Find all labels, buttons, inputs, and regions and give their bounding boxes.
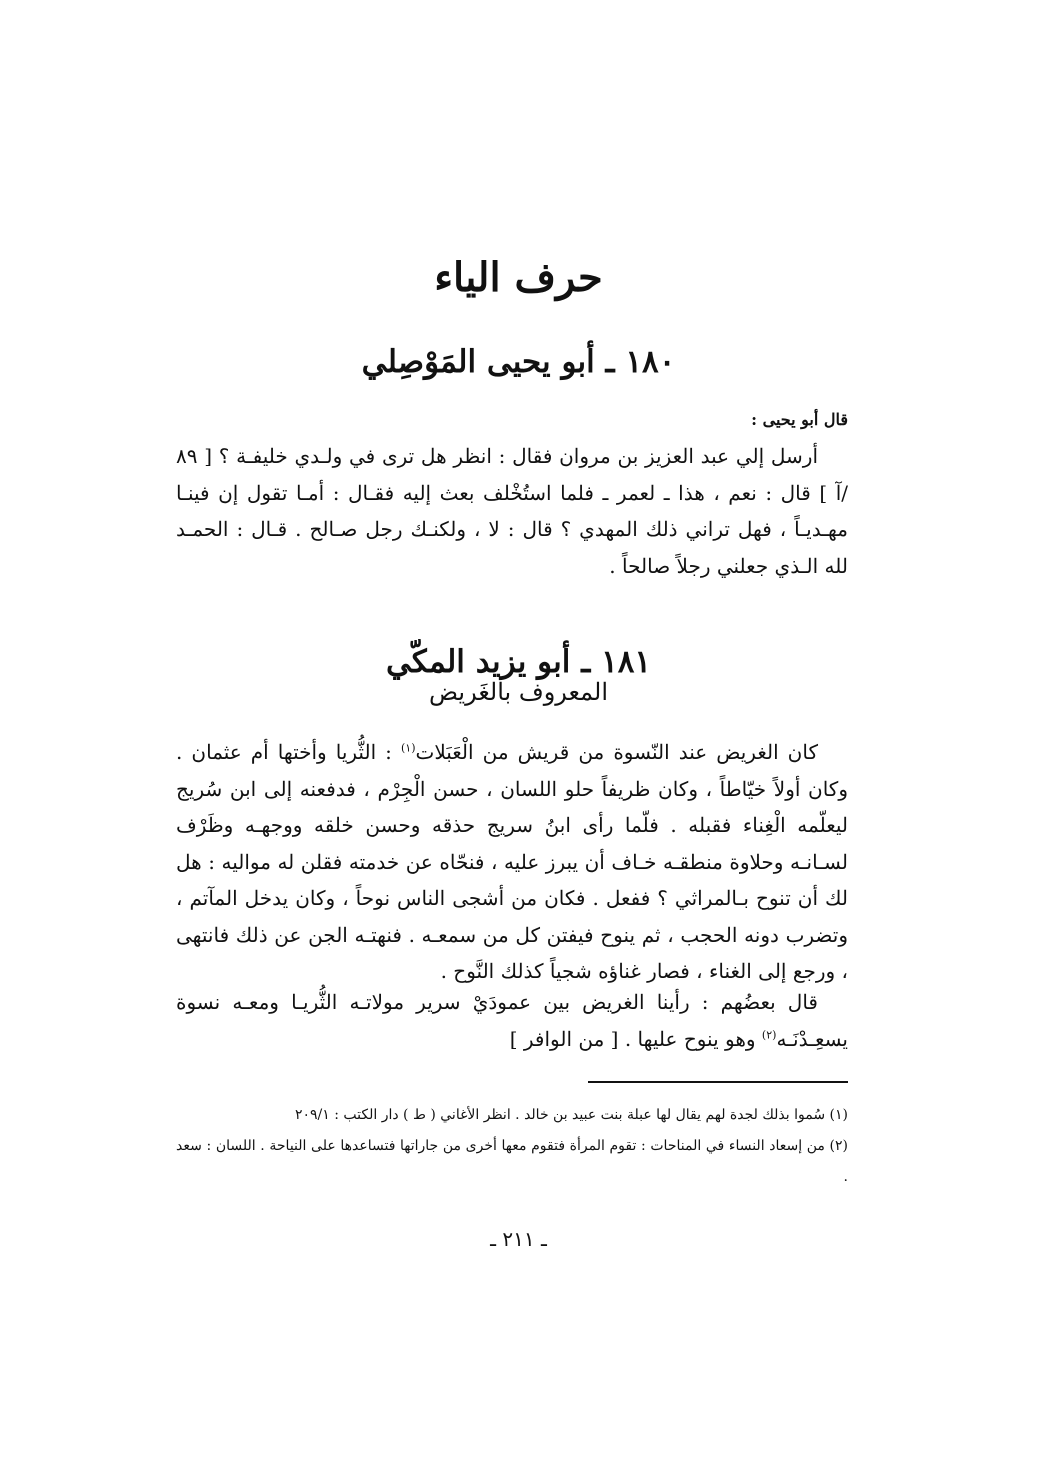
entry-181-paragraph-2: [176, 984, 848, 1057]
entry-181-subheading: المعروف بالغَريض: [429, 678, 608, 706]
footnote-ref-2: (٢): [761, 1027, 777, 1041]
entry-181-heading: ١٨١ ـ أبو يزيد المكّي: [385, 644, 652, 680]
paragraph-2-text-b: وهو ينوح عليها . [ من الوافر ]: [509, 1026, 762, 1051]
footnote-divider: [588, 1081, 848, 1083]
paragraph-1-text-b: : الثُّريا وأختها أم عثمان . وكان أولاً خيّاطاً ، وكان ظريفاً حلو اللسان ، حسن الْجِرْم ، فدفعنه إلى ابن سُريج ليعلّمه الْغِناء فقبله . فلّما رأى ابنُ سريج حذقه وحسن خلقه ووجهـه وظَرْف لسـانـه وحلاوة منطقـه خـاف أن يبرز عليه ، فنحّاه عن خدمته فقلن له مواليه : هل لك أن تنوح بـالمراثي ؟ ففعل . فكان من أشجى الناس نوحاً ، وكان يدخل المآتم ، وتضرب دونه الحجب ، ثم ينوح فيفتن كل من سمعـه . فنهتـه الجن عن ذلك فانتهى ، ورجع إلى الغناء ، فصار غناؤه شجياً كذلك النَّوح .: [176, 740, 848, 983]
chapter-title: حرف الياء: [434, 254, 603, 301]
entry-180-intro: قال أبو يحيى :: [751, 410, 848, 429]
footnote-1: (١) سُموا بذلك لجدة لهم يقال لها عبلة بنت عبيد بن خالد . انظر الأغاني ( ط ) دار الكتب : ٢٠٩/١: [294, 1107, 848, 1123]
paragraph-2-text-a: قال بعضُهم : رأينا الغريض بين عمودَيْ سرير مولاتـه الثُّريـا ومعـه نسوة يسعِـدْنَـه: [176, 990, 848, 1051]
footnote-2: (٢) من إسعاد النساء في المناحات : تقوم المرأة فتقوم معها أخرى من جاراتها فتساعدها على النياحة . اللسان : سعد .: [176, 1138, 848, 1185]
footnote-ref-1: (١): [400, 741, 416, 755]
paragraph-1-text-a: كان الغريض عند النّسوة من قريش من الْعَبَلات: [415, 740, 818, 764]
footnotes: [176, 1100, 848, 1193]
entry-180-paragraph: أرسل إلي عبد العزيز بن مروان فقال : انظر هل ترى في ولـدي خليفـة ؟ [ ٨٩ /آ ] قال : نعم ، هذا ـ لعمر ـ فلما استُخْلف بعث إليه فقـال : أمـا تقول إن فينـا مهـديـاً ، فهل تراني ذلك المهدي ؟ قال : لا ، ولكنـك رجل صـالح . قـال : الحمـد لله الـذي جعلني رجلاً صالحاً .: [176, 444, 848, 578]
entry-181-paragraph-1: [176, 734, 848, 990]
page-number: ـ ٢١١ ـ: [490, 1227, 547, 1251]
entry-180-heading: ١٨٠ ـ أبو يحيى المَوْصِلي: [361, 344, 676, 380]
